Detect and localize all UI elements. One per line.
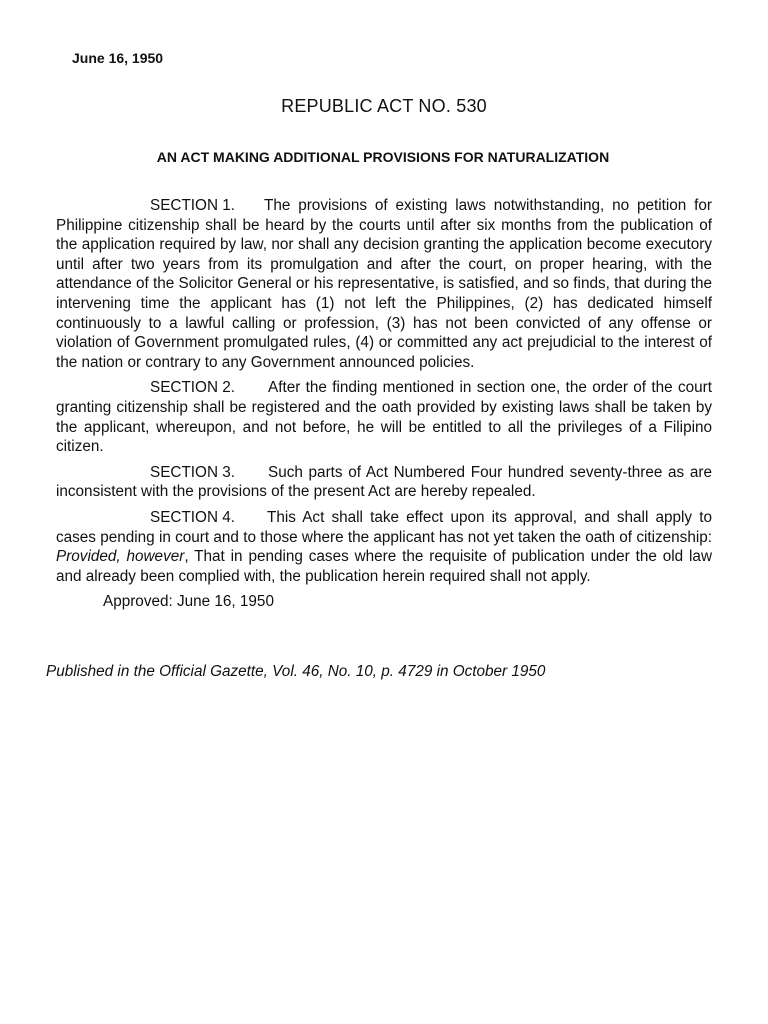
- enactment-date: June 16, 1950: [72, 50, 164, 66]
- act-body: [56, 196, 712, 618]
- section-1: [56, 196, 712, 372]
- section-4-proviso: Provided, however: [56, 548, 185, 566]
- section-2-label: SECTION 2.: [150, 379, 235, 397]
- section-2-text: After the finding mentioned in section one, the order of the court granting citizenship shall be registered and the oath provided by existing laws shall be taken by the applicant, whereupon, and not before, he will be entitled to all the privileges of a Filipino citizen.: [56, 379, 712, 456]
- section-4-text-after: , That in pending cases where the requisite of publication under the old law and already been complied with, the publication herein required shall not apply.: [56, 548, 712, 585]
- section-3-label: SECTION 3.: [150, 463, 235, 481]
- approval-line: Approved: June 16, 1950: [103, 593, 274, 611]
- section-4: [56, 508, 712, 586]
- gazette-citation: Published in the Official Gazette, Vol. 46, No. 10, p. 4729 in October 1950: [46, 663, 546, 680]
- act-subtitle: AN ACT MAKING ADDITIONAL PROVISIONS FOR NATURALIZATION: [156, 149, 610, 165]
- section-4-label: SECTION 4.: [150, 508, 235, 526]
- section-3: [56, 463, 712, 502]
- section-2: [56, 378, 712, 456]
- section-1-text: The provisions of existing laws notwithstanding, no petition for Philippine citizenship shall be heard by the courts until after six months from the publication of the application required by law, nor shall any decision granting the application become executory until after two years from its promulgation and after the court, on proper hearing, with the attendance of the Solicitor General or his representative, is satisfied, and so finds, that during the intervening time the applicant has (1) not left the Philippines, (2) has dedicated himself continuously to a lawful calling or profession, (3) has not been convicted of any offense or violation of Government promulgated rules, (4) or committed any act prejudicial to the interest of the nation or contrary to any Government announced policies.: [56, 197, 712, 371]
- act-title: REPUBLIC ACT NO. 530: [281, 96, 487, 116]
- section-3-text: Such parts of Act Numbered Four hundred seventy-three as are inconsistent with the provisions of the present Act are hereby repealed.: [56, 463, 712, 501]
- section-1-label: SECTION 1.: [150, 197, 235, 214]
- section-4-text-before: This Act shall take effect upon its approval, and shall apply to cases pending in court and to those where the applicant has not yet taken the oath of citizenship:: [56, 508, 712, 546]
